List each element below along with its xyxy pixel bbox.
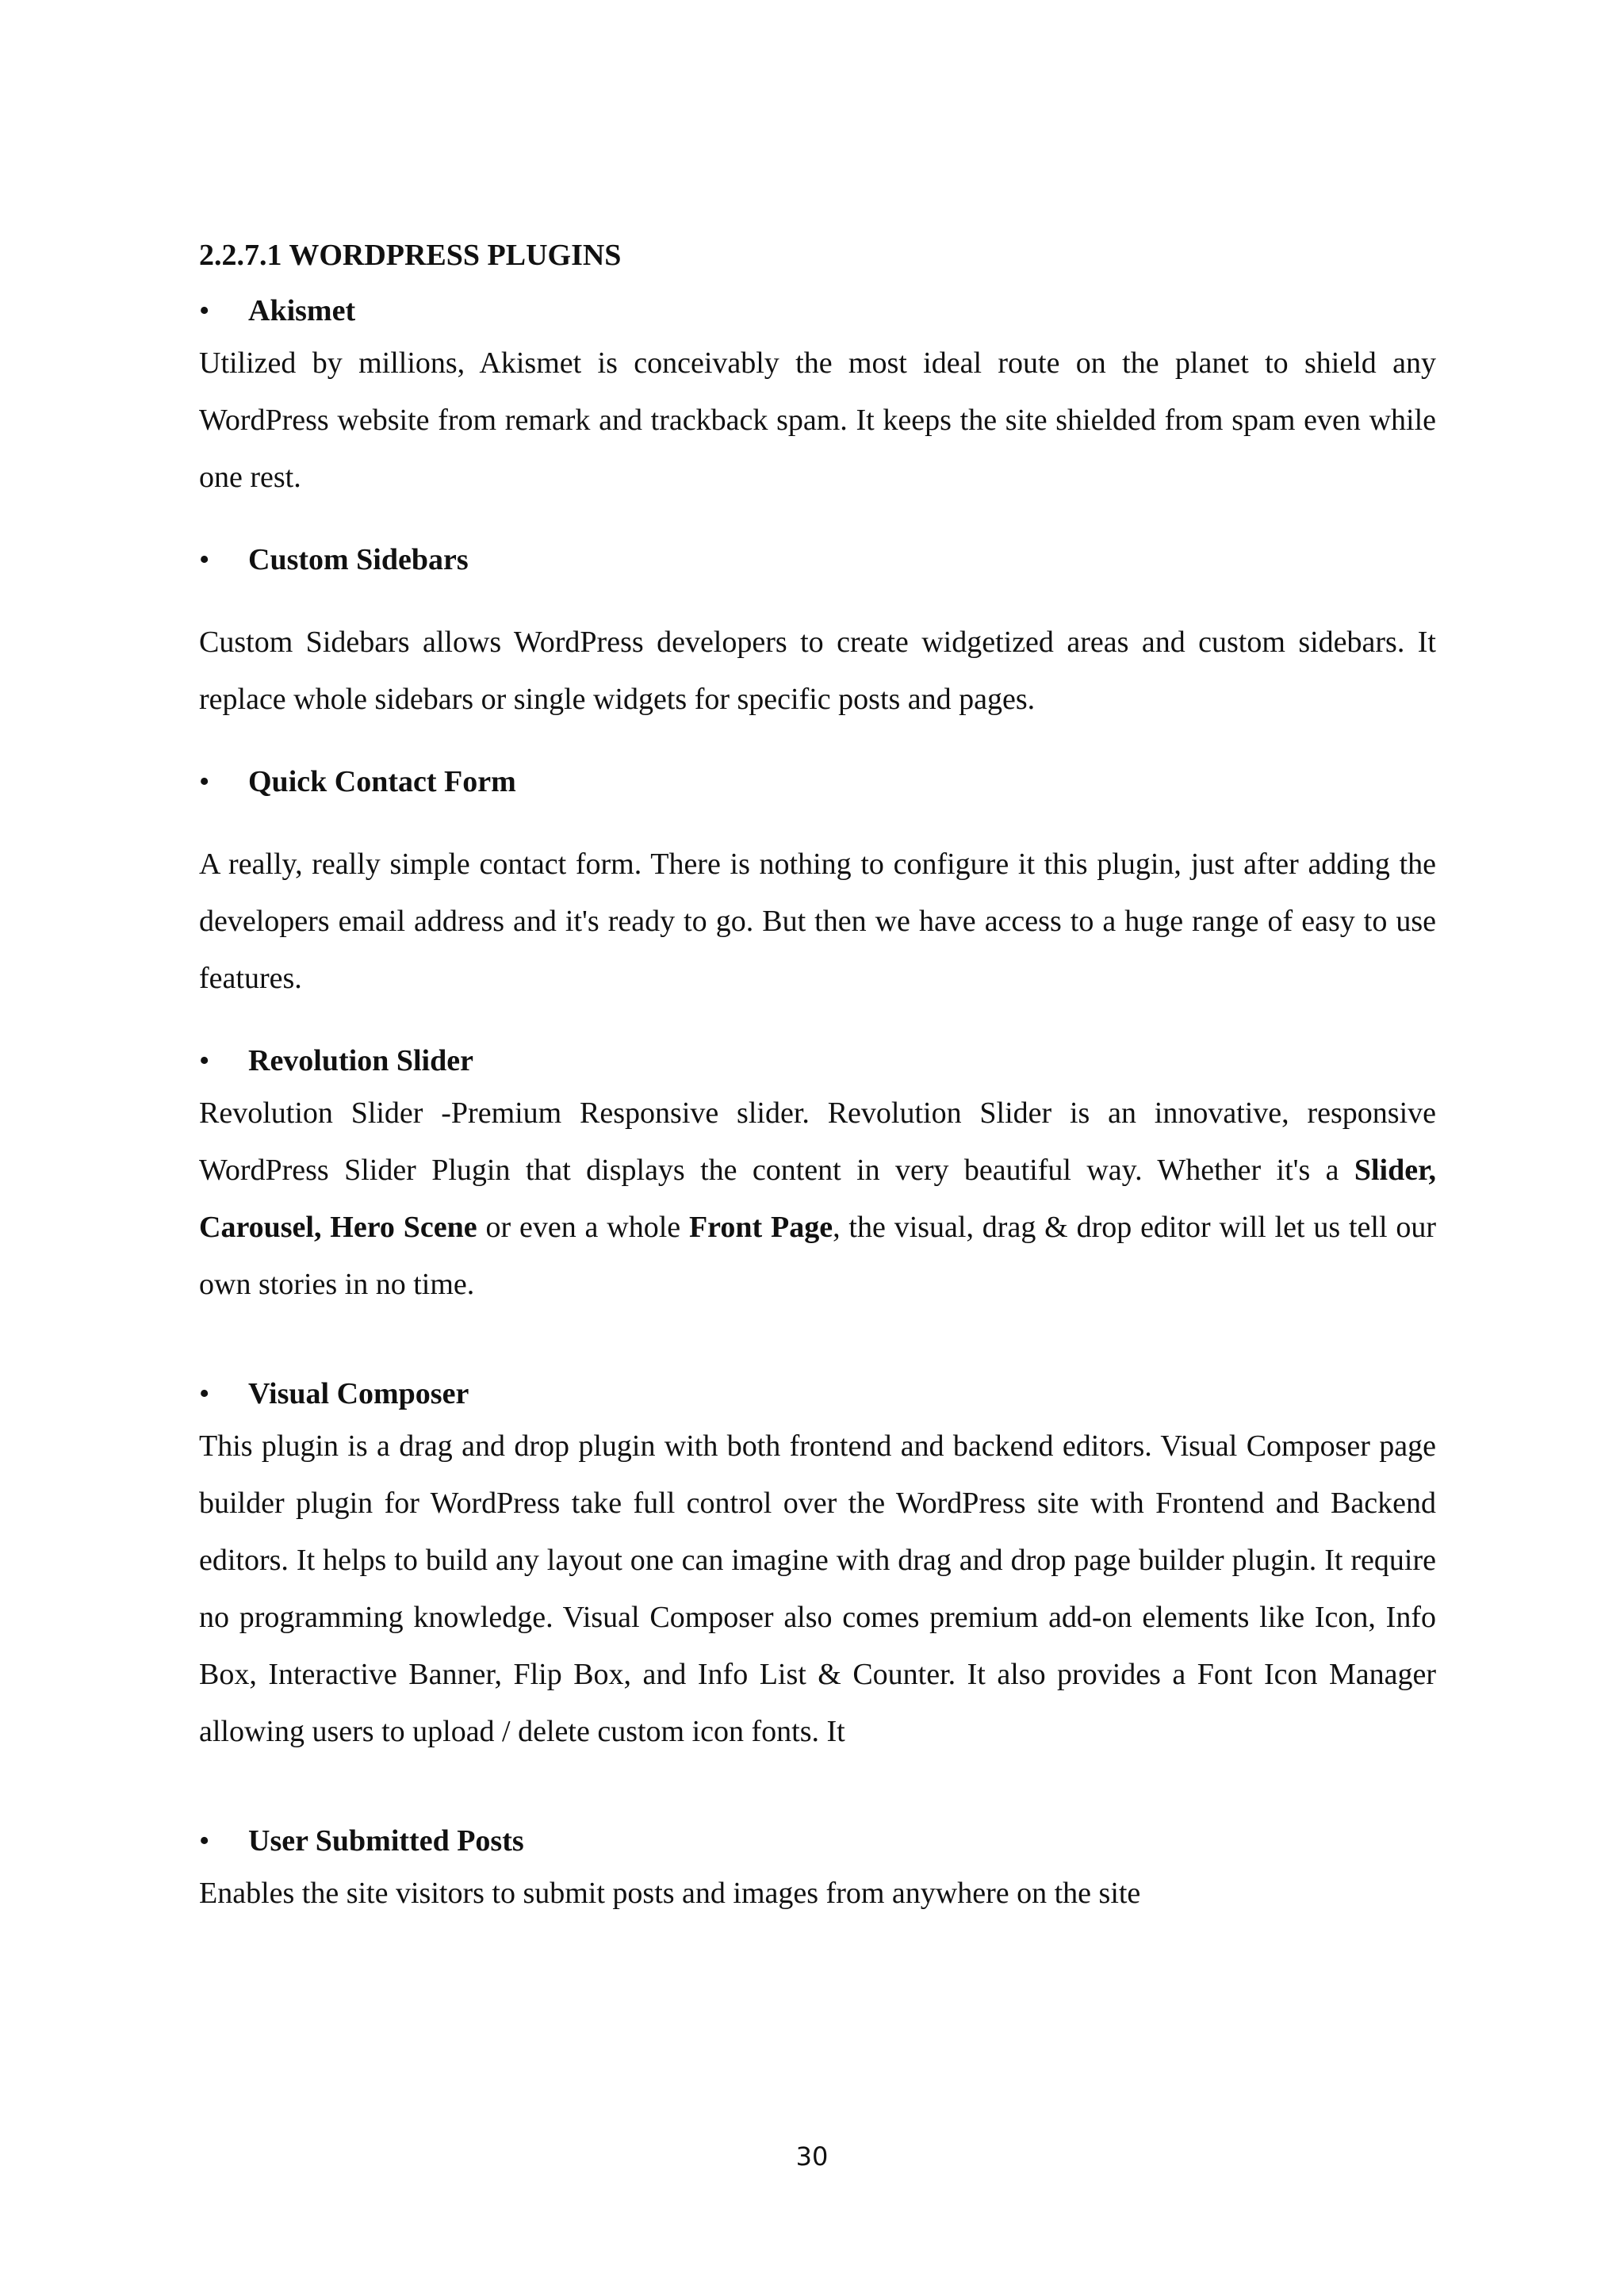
plugin-description-user-submitted-posts: Enables the site visitors to submit posts and images from anywhere on the site [199, 1877, 1141, 1910]
plugin-description-visual-composer: This plugin is a drag and drop plugin with both frontend and backend editors. Visual Composer page builder plugin for WordPress take full control over the WordPress site with Frontend and Backend editors. It helps to build any layout one can imagine with drag and drop page builder plugin. It require no programming knowledge. Visual Composer also comes premium add-on elements like Icon, Info Box, Interactive Banner, Flip Box, and Info List & Counter. It also provides a Font Icon Manager allowing users to upload / delete custom icon fonts. It [199, 1429, 1436, 1748]
plugin-title-user-submitted-posts: User Submitted Posts [248, 1824, 524, 1858]
section-heading: 2.2.7.1 WORDPRESS PLUGINS [199, 239, 622, 272]
plugin-title-revolution-slider: Revolution Slider [248, 1044, 473, 1077]
text-run: or even a whole [477, 1211, 689, 1244]
plugin-description-custom-sidebars: Custom Sidebars allows WordPress developers to create widgetized areas and custom sidebars. It replace whole sidebars or single widgets for specific posts and pages. [199, 626, 1436, 716]
bullet-quick-contact-form [199, 758, 1436, 806]
plugin-title-custom-sidebars: Custom Sidebars [248, 543, 469, 576]
bold-text-run: Slider, Carousel, Hero Scene [199, 1154, 1436, 1244]
bullet-icon: • [199, 1044, 210, 1077]
plugin-title-visual-composer: Visual Composer [248, 1377, 469, 1410]
text-run: Revolution Slider -Premium Responsive slider. Revolution Slider is an innovative, responsive WordPress Slider Plugin that displays the content in very beautiful way. Whether it's a [199, 1096, 1436, 1187]
bullet-custom-sidebars [199, 536, 1436, 584]
plugin-description-revolution-slider [199, 1085, 1436, 1313]
plugin-title-akismet: Akismet [248, 294, 356, 327]
text-run: , the visual, drag & drop editor will let us tell our own stories in no time. [199, 1211, 1436, 1301]
bullet-icon: • [199, 1824, 210, 1858]
plugin-title-quick-contact-form: Quick Contact Form [248, 765, 516, 798]
page-content [199, 232, 1436, 1922]
bullet-icon: • [199, 543, 210, 576]
bold-text-run: Front Page [688, 1211, 833, 1244]
bullet-icon: • [199, 294, 210, 327]
bullet-user-submitted-posts [199, 1817, 1436, 1865]
page-number: 30 [795, 2141, 829, 2172]
bullet-akismet [199, 287, 1436, 335]
plugin-description-quick-contact-form: A really, really simple contact form. There is nothing to configure it this plugin, just after adding the developers email address and it's ready to go. But then we have access to a huge range of easy to use features. [199, 848, 1436, 995]
bullet-revolution-slider [199, 1037, 1436, 1085]
plugin-description-akismet: Utilized by millions, Akismet is conceivably the most ideal route on the planet to shield any WordPress website from remark and trackback spam. It keeps the site shielded from spam even while one rest. [199, 346, 1436, 494]
bullet-icon: • [199, 1377, 210, 1410]
bullet-icon: • [199, 765, 210, 798]
bullet-visual-composer [199, 1370, 1436, 1418]
